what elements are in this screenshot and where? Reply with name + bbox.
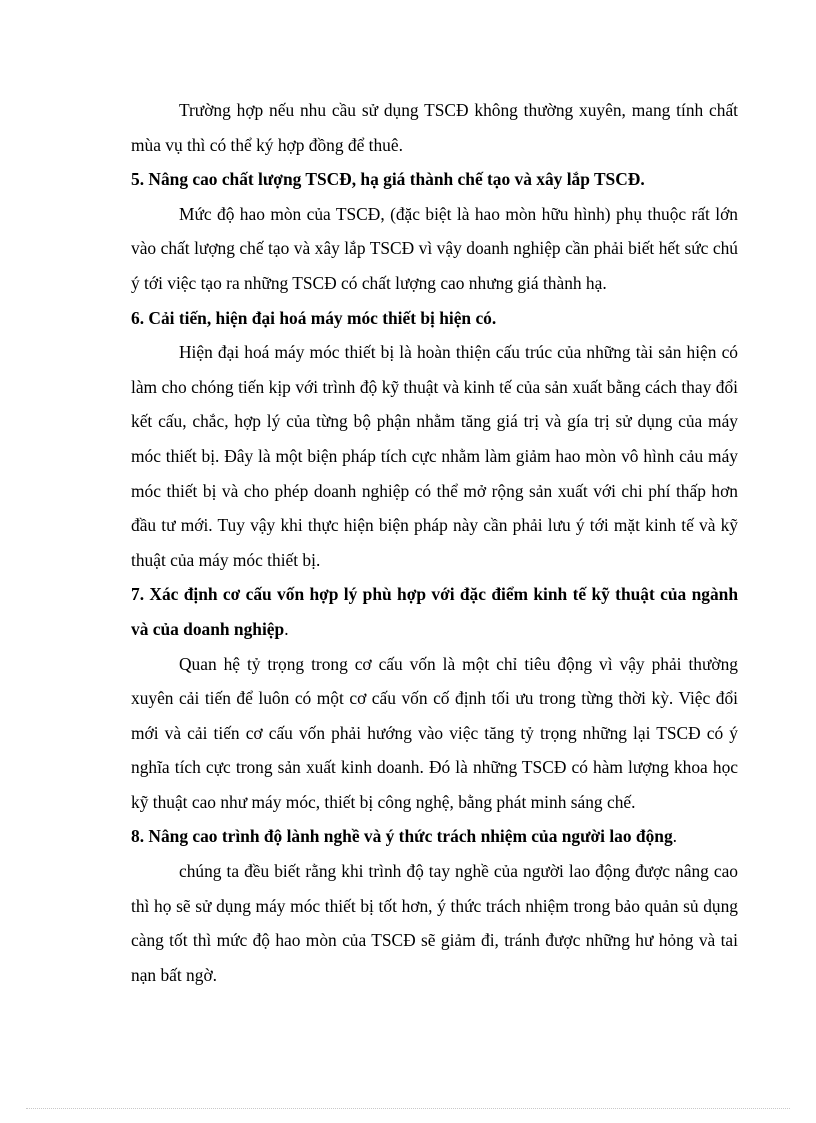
section-heading-6: 6. Cải tiến, hiện đại hoá máy móc thiết bị hiện có.	[131, 307, 497, 328]
section-heading-7	[131, 577, 738, 646]
body-paragraph: Mức độ hao mòn của TSCĐ, (đặc biệt là hao mòn hữu hình) phụ thuộc rất lớn vào chất lượng chế tạo và xây lắp TSCĐ vì vậy doanh nghiệp cần phải biết hết sức chú ý tới việc tạo ra những TSCĐ có chất lượng cao nhưng giá thành hạ.	[131, 203, 738, 293]
document-page	[131, 93, 738, 992]
body-paragraph: Hiện đại hoá máy móc thiết bị là hoàn thiện cấu trúc của những tài sản hiện có làm cho chóng tiến kịp với trình độ kỹ thuật và kinh tế của sản xuất bằng cách thay đổi kết cấu, chắc, hợp lý của từng bộ phận nhằm tăng giá trị và gía trị sử dụng của máy móc thiết bị. Đây là một biện pháp tích cực nhằm làm giảm hao mòn vô hình cảu máy móc thiết bị và cho phép doanh nghiệp có thể mở rộng sản xuất với chi phí thấp hơn đầu tư mới. Tuy vậy khi thực hiện biện pháp này cần phải lưu ý tới mặt kinh tế và kỹ thuật của máy móc thiết bị.	[131, 342, 738, 570]
body-paragraph: Quan hệ tỷ trọng trong cơ cấu vốn là một chỉ tiêu động vì vậy phải thường xuyên cải tiến để luôn có một cơ cấu vốn cố định tối ưu trong từng thời kỳ. Việc đổi mới và cải tiến cơ cấu vốn phải hướng vào việc tăng tỷ trọng những lại TSCĐ có ý nghĩa tích cực trong sản xuất kinh doanh. Đó là những TSCĐ có hàm lượng khoa học kỹ thuật cao như máy móc, thiết bị công nghệ, bằng phát minh sáng chế.	[131, 653, 738, 812]
section-heading-8	[131, 819, 738, 854]
section-heading-7-tail: .	[284, 618, 289, 639]
section-heading-8-tail: .	[672, 826, 678, 847]
body-paragraph: chúng ta đều biết rằng khi trình độ tay nghề của người lao động được nâng cao thì họ sẽ sử dụng máy móc thiết bị tốt hơn, ý thức trách nhiệm trong bảo quản sủ dụng càng tốt thì mức độ hao mòn của TSCĐ sẽ giảm đi, tránh được những hư hỏng và tai nạn bất ngờ.	[131, 861, 738, 985]
page-bottom-divider	[26, 1108, 790, 1109]
body-paragraph: Trường hợp nếu nhu cầu sử dụng TSCĐ không thường xuyên, mang tính chất mùa vụ thì có thể ký hợp đồng để thuê.	[131, 100, 738, 155]
section-heading-8-text: 8. Nâng cao trình độ lành nghề và ý thức trách nhiệm của người lao động	[131, 826, 673, 847]
section-heading-7-text: 7. Xác định cơ cấu vốn hợp lý phù hợp với đặc điểm kinh tế kỹ thuật của ngành và của doanh nghiệp	[131, 584, 738, 639]
section-heading-5: 5. Nâng cao chất lượng TSCĐ, hạ giá thành chế tạo và xây lắp TSCĐ.	[131, 169, 645, 190]
